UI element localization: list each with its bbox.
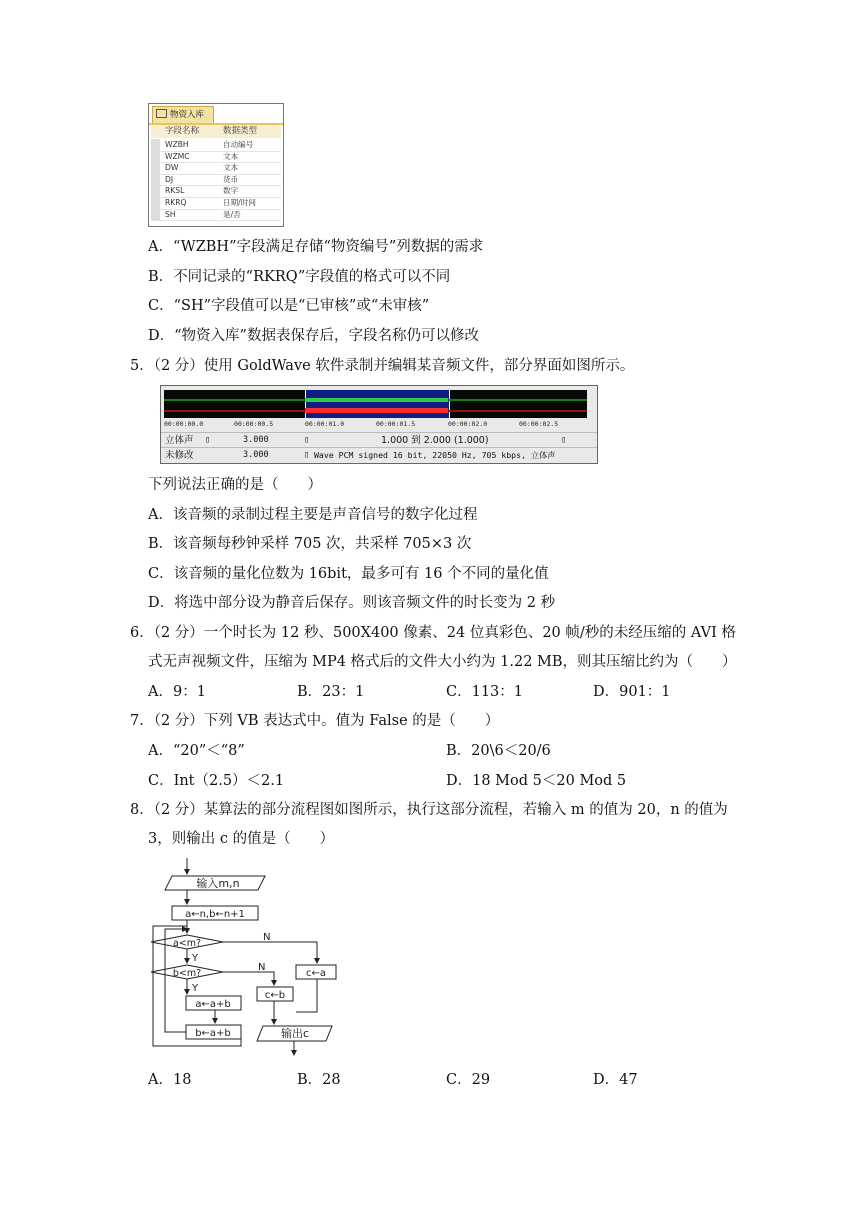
field-name: RKSL xyxy=(165,186,185,196)
q8-stem-line2: 3，则输出 c 的值是（ ） xyxy=(148,831,335,847)
left-channel-selected xyxy=(305,398,448,402)
q5-option-c: C．该音频的量化位数为 16bit，最多可有 16 个不同的量化值 xyxy=(148,566,549,582)
field-name: DJ xyxy=(165,174,174,184)
row-selector xyxy=(151,185,160,197)
q6-option-b: B．23：1 xyxy=(297,684,365,700)
waveform xyxy=(164,390,587,418)
field-table-figure xyxy=(148,103,284,227)
q8-option-a: A．18 xyxy=(148,1072,192,1088)
q5-option-b: B．该音频每秒钟采样 705 次，共采样 705×3 次 xyxy=(148,536,472,552)
field-name: WZMC xyxy=(165,151,190,161)
row-selector xyxy=(151,139,160,151)
flow-no-1: N xyxy=(263,932,271,943)
table-icon xyxy=(156,109,167,118)
field-type: 是/否 xyxy=(223,209,241,219)
flow-step-b: b←a+b xyxy=(195,1028,231,1039)
header-field-name: 字段名称 xyxy=(165,126,200,136)
field-type: 货币 xyxy=(223,174,239,184)
flow-cond1: a<m? xyxy=(172,938,202,949)
flow-assign-cb: c←b xyxy=(264,990,286,1001)
q7-option-a: A．“20”＜“8” xyxy=(148,743,245,759)
field-name: DW xyxy=(165,163,179,173)
table-tab-title: 物资入库 xyxy=(170,110,205,120)
q6-option-d: D．901：1 xyxy=(593,684,671,700)
time-ruler xyxy=(164,419,587,431)
header-data-type: 数据类型 xyxy=(223,126,258,136)
flow-assign-ca: c←a xyxy=(305,968,327,979)
flowchart xyxy=(150,858,350,1058)
q6-option-c: C．113：1 xyxy=(446,684,523,700)
q4-option-a: A．“WZBH”字段满足存储“物资编号”列数据的需求 xyxy=(148,239,484,255)
status-line-2 xyxy=(161,447,597,463)
separator-icon: ▯ xyxy=(561,435,567,445)
table-tab xyxy=(152,106,214,123)
time-tick: 00:00:00.0 xyxy=(164,420,204,428)
flow-no-2: N xyxy=(258,962,266,973)
flow-output: 输出c xyxy=(280,1027,310,1040)
selection-region xyxy=(305,390,450,418)
channel-label: 立体声 xyxy=(165,435,194,446)
time-tick: 00:00:02.0 xyxy=(448,420,488,428)
duration-2: 3.000 xyxy=(243,450,269,460)
q8-option-b: B．28 xyxy=(297,1072,341,1088)
flow-step-a: a←a+b xyxy=(195,999,231,1010)
flow-yes-1: Y xyxy=(192,953,199,964)
field-type: 日期/时间 xyxy=(223,198,256,207)
q7-option-c: C．Int（2.5）＜2.1 xyxy=(148,773,285,789)
separator-icon: ▯ xyxy=(304,450,310,460)
field-name: SH xyxy=(165,209,176,219)
q4-option-d: D．“物资入库”数据表保存后，字段名称仍可以修改 xyxy=(148,328,479,344)
q4-option-c: C．“SH”字段值可以是“已审核”或“未审核” xyxy=(148,298,430,314)
field-type: 文本 xyxy=(223,163,239,173)
field-name: RKRQ xyxy=(165,198,187,207)
field-type: 数字 xyxy=(223,186,239,196)
q6-stem-line2: 式无声视频文件，压缩为 MP4 格式后的文件大小约为 1.22 MB，则其压缩比约为（ ） xyxy=(148,654,737,670)
row-selector xyxy=(151,162,160,174)
q8-option-c: C．29 xyxy=(446,1072,491,1088)
flow-input: 输入m,n xyxy=(196,877,240,890)
q5-prompt: 下列说法正确的是（ ） xyxy=(148,477,322,493)
flow-yes-2: Y xyxy=(192,983,199,994)
time-tick: 00:00:01.0 xyxy=(305,420,345,428)
q7-option-d: D．18 Mod 5＜20 Mod 5 xyxy=(446,773,627,789)
q5-option-a: A．该音频的录制过程主要是声音信号的数字化过程 xyxy=(148,507,478,523)
status-line-1 xyxy=(161,432,597,448)
flow-cond2: b<m? xyxy=(172,968,202,979)
flow-init: a←n,b←n+1 xyxy=(185,909,245,920)
q8-stem-line1: 8．（2 分）某算法的部分流程图如图所示，执行这部分流程，若输入 m 的值为 20，n 的值为 xyxy=(130,802,728,818)
field-type: 文本 xyxy=(223,151,239,161)
selection-range: 1.000 到 2.000 (1.000) xyxy=(381,435,489,446)
duration: 3.000 xyxy=(243,435,269,445)
q7-stem: 7．（2 分）下列 VB 表达式中。值为 False 的是（ ） xyxy=(130,713,500,729)
q6-option-a: A．9：1 xyxy=(148,684,206,700)
modified-label: 未修改 xyxy=(165,450,194,461)
time-tick: 00:00:01.5 xyxy=(376,420,416,428)
goldwave-figure xyxy=(160,385,598,464)
row-selector xyxy=(151,197,160,209)
time-tick: 00:00:00.5 xyxy=(234,420,274,428)
field-type: 自动编号 xyxy=(223,140,254,149)
right-channel-selected xyxy=(305,408,448,413)
q7-option-b: B．20\6＜20/6 xyxy=(446,743,551,759)
audio-format: Wave PCM signed 16 bit, 22050 Hz, 705 kbps, 立体声 xyxy=(314,450,556,460)
time-tick: 00:00:02.5 xyxy=(519,420,559,428)
field-name: WZBH xyxy=(165,140,189,149)
field-table-header xyxy=(151,125,281,138)
q5-option-d: D．将选中部分设为静音后保存。则该音频文件的时长变为 2 秒 xyxy=(148,595,556,611)
separator-icon: ▯ xyxy=(205,435,211,445)
row-selector xyxy=(151,209,160,221)
q8-option-d: D．47 xyxy=(593,1072,638,1088)
row-selector xyxy=(151,174,160,186)
q6-stem-line1: 6．（2 分）一个时长为 12 秒、500X400 像素、24 位真彩色、20 帧/秒的未经压缩的 AVI 格 xyxy=(130,625,736,641)
table-row xyxy=(151,209,281,222)
q4-option-b: B．不同记录的“RKRQ”字段值的格式可以不同 xyxy=(148,269,451,285)
q5-stem: 5．（2 分）使用 GoldWave 软件录制并编辑某音频文件，部分界面如图所示。 xyxy=(130,358,635,374)
separator-icon: ▯ xyxy=(304,435,310,445)
row-selector xyxy=(151,151,160,163)
